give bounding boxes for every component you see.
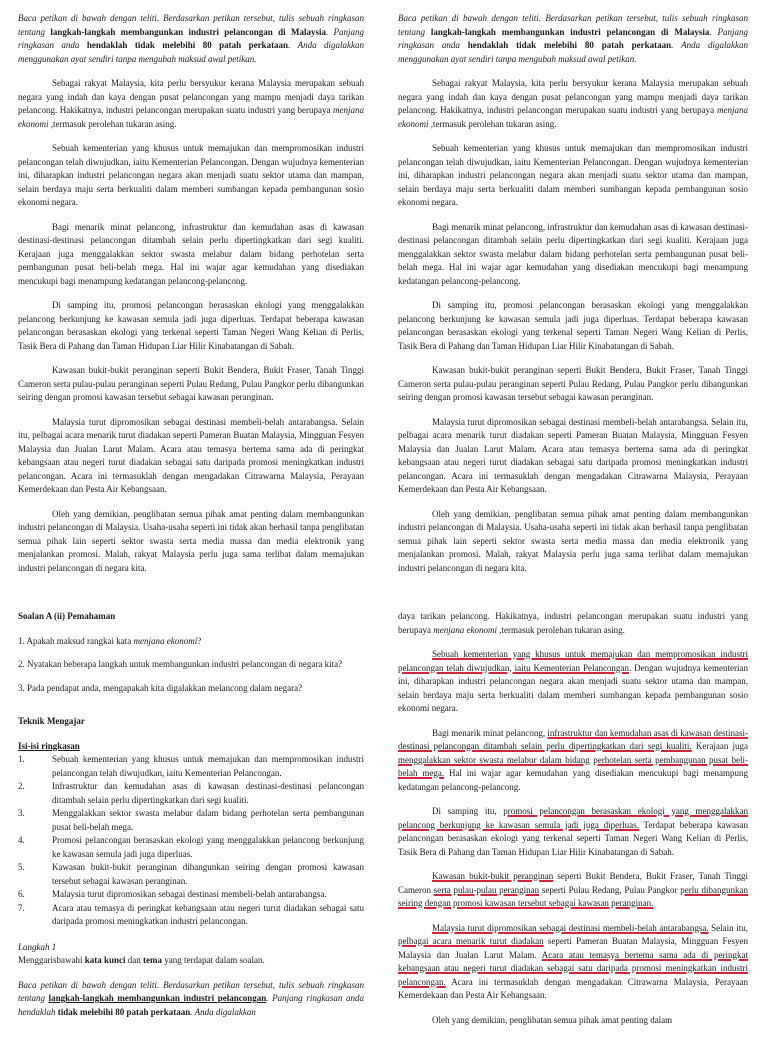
instruction-annotated: Baca petikan di bawah dengan teliti. Berdasarkan petikan tersebut, tulis sebuah ringkasan tentang langkah-langkah membangunkan industri pelancongan. Panjang ringkasan anda hendaklah tidak melebihi 80 patah perkataan. Anda digalakkan — [18, 979, 365, 1017]
passage-paragraph-3: Bagi menarik minat pelancong, infrastruktur dan kemudahan asas di kawasan destinasi-destinasi pelancongan ditambah selain perlu dipertingkatkan dari segi kualiti. Kerajaan juga menggalakkan sektor swasta melabur dalam bidang perhotelan serta pembangunan pusat beli-belah mega. Hal ini wajar agar kemudahan yang disediakan mencukupi bagi menampung kedatangan pelancong-pelancong. — [18, 221, 364, 286]
passage-paragraph-2: Sebuah kementerian yang khusus untuk memajukan dan mempromosikan industri pelancongan telah diwujudkan, iaitu Kementerian Pelancongan. Dengan wujudnya kementerian ini, diharapkan industri pelancongan negara akan menjadi suatu sektor utama dan mampan, selain berdaya maju serta berkualiti dalam memberi sumbangan kepada pembangunan sosio ekonomi negara. — [18, 143, 364, 207]
passage-paragraph-4: Di samping itu, promosi pelancongan berasaskan ekologi yang menggalakkan pelancong berkunjung ke kawasan semula jadi juga diperluas. Terdapat beberapa kawasan pelancongan berasaskan ekologi yang terkenal seperti Taman Negeri Wang Kelian di Perlis, Tasik Bera di Pahang dan Taman Hidupan Liar Hilir Kinabatangan di Sabah. — [398, 300, 748, 351]
summary-point: 7. Acara atau temasya di peringkat kebangsaan atau negeri turut diadakan sebagai satu daripada promosi meningkatkan industri pelancongan. — [18, 902, 364, 926]
passage-paragraph-1: Sebagai rakyat Malaysia, kita perlu bersyukur kerana Malaysia merupakan sebuah negara yang indah dan kaya dengan pusat pelancongan yang mampu menjadi daya tarikan pelancong. Hakikatnya, industri pelancongan merupakan suatu industri yang berupaya menjana ekonomi ,termasuk perolehan tukaran asing. — [18, 78, 364, 129]
summary-point: 6. Malaysia turut dipromosikan sebagai destinasi membeli-belah antarabangsa. — [18, 889, 327, 899]
instruction: Baca petikan di bawah dengan teliti. Berdasarkan petikan tersebut, tulis sebuah ringkasan tentang langkah-langkah membangunkan industri pelancongan di Malaysia. Panjang ringkasan anda hendaklah tidak melebihi 80 patah perkataan. Anda digalakkan menggunakan ayat sendiri tanpa mengubah maksud awal petikan. — [18, 13, 365, 64]
annotated-paragraph-5: Kawasan bukit-bukit peranginan seperti Bukit Bendera, Bukit Fraser, Tanah Tinggi Cameron serta pulau-pulau peranginan seperti Pulau Redang, Pulau Pangkor perlu dibangunkan seiring dengan promosi kawasan tersebut sebagai kawasan peranginan. — [398, 871, 748, 908]
annotated-paragraph-1: daya tarikan pelancong. Hakikatnya, industri pelancongan merupakan suatu industri yang berupaya menjana ekonomi ,termasuk perolehan tukaran asing. — [398, 611, 748, 635]
langkah-text: Menggarisbawahi kata kunci dan tema yang terdapat dalam soalan. — [18, 955, 265, 965]
passage-panel-left — [18, 12, 364, 586]
annotated-paragraph-2: Sebuah kementerian yang khusus untuk memajukan dan mempromosikan industri pelancongan telah diwujudkan, iaitu Kementerian Pelancongan. Dengan wujudnya kementerian ini, diharapkan industri pelancongan negara akan menjadi suatu sektor utama dan mampan, selain berdaya maju serta berkualiti dalam memberi sumbangan kepada pembangunan sosio ekonomi negara. — [398, 649, 749, 713]
teknik-heading: Teknik Mengajar — [18, 716, 85, 726]
isi-heading: Isi-isi ringkasan — [18, 740, 80, 751]
annotated-paragraph-6: Malaysia turut dipromosikan sebagai destinasi membeli-belah antarabangsa. Selain itu, pelbagai acara menarik turut diadakan seperti Pameran Buatan Malaysia, Mingguan Fesyen Malaysia dan Jualan Larut Malam. Acara atau temasya bertema sama ada di peringkat kebangsaan atau negeri turut diadakan sebagai satu daripada promosi meningkatkan industri pelancongan. Acara ini termasuklah dengan mengadakan Citrawarna Malaysia, Perayaan Kemerdekaan dan Pesta Air Kebangsaan. — [398, 922, 749, 1000]
annotated-paragraph-7: Oleh yang demikian, penglibatan semua pihak amat penting dalam — [432, 1014, 673, 1025]
highlight: Kawasan bukit-bukit peranginan — [432, 871, 554, 881]
summary-point: 2. Infrastruktur dan kemudahan asas di kawasan destinasi-destinasi pelancongan ditambah selain perlu dipertingkatkan dari segi kualiti. — [18, 781, 364, 805]
summary-point: 4. Promosi pelancongan berasaskan ekologi yang menggalakkan pelancong berkunjung ke kawasan semula jadi juga diperluas. — [18, 835, 364, 859]
highlight: menggalakkan sektor swasta melabur dalam bidang perhotelan serta pembangunan pusat beli-belah mega. — [398, 754, 748, 778]
question-1: 1. Apakah maksud rangkai kata menjana ekonomi? — [18, 635, 202, 646]
annotated-paragraph-3: Bagi menarik minat pelancong, infrastruktur dan kemudahan asas di kawasan destinasi-destinasi pelancongan ditambah selain perlu dipertingkatkan dari segi kualiti. Kerajaan juga menggalakkan sektor swasta melabur dalam bidang perhotelan serta pembangunan pusat beli-belah mega. Hal ini wajar agar kemudahan yang disediakan mencukupi bagi menampung kedatangan pelancong-pelancong. — [398, 727, 748, 792]
passage-paragraph-3: Bagi menarik minat pelancong, infrastruktur dan kemudahan asas di kawasan destinasi-destinasi pelancongan ditambah selain perlu dipertingkatkan dari segi kualiti. Kerajaan juga menggalakkan sektor swasta melabur dalam bidang perhotelan serta pembangunan pusat beli-belah mega. Hal ini wajar agar kemudahan yang disediakan mencukupi bagi menampung kedatangan pelancong-pelancong. — [398, 221, 748, 286]
passage-paragraph-6: Malaysia turut dipromosikan sebagai destinasi membeli-belah antarabangsa. Selain itu, pelbagai acara menarik turut diadakan seperti Pameran Buatan Malaysia, Mingguan Fesyen Malaysia dan Jualan Larut Malam. Acara atau temasya bertema sama ada di peringkat kebangsaan atau negeri turut diadakan sebagai satu daripada promosi meningkatkan industri pelancongan. Acara ini termasuklah dengan mengadakan Citrawarna Malaysia, Perayaan Kemerdekaan dan Pesta Air Kebangsaan. — [18, 416, 364, 494]
questions-heading: Soalan A (ii) Pemahaman — [18, 611, 116, 621]
summary-point: 1. Sebuah kementerian yang khusus untuk memajukan dan mempromosikan industri pelancongan telah diwujudkan, iaitu Kementerian Pelancongan. — [18, 754, 364, 778]
highlight: promosi pelancongan berasaskan ekologi yang menggalakkan pelancong berkunjung ke kawasan semula jadi juga diperluas. — [398, 806, 748, 830]
questions-panel — [18, 610, 364, 1030]
passage-paragraph-1: Sebagai rakyat Malaysia, kita perlu bersyukur kerana Malaysia merupakan sebuah negara yang indah dan kaya dengan pusat pelancongan yang mampu menjadi daya tarikan pelancong. Hakikatnya, industri pelancongan merupakan suatu industri yang berupaya menjana ekonomi ,termasuk perolehan tukaran asing. — [398, 78, 748, 129]
highlight: serta pulau-pulau peranginan — [433, 884, 540, 895]
highlight: perlu dibangunkan seiring dengan promosi kawasan tersebut sebagai kawasan peranginan. — [398, 884, 748, 908]
highlight: infrastruktur dan kemudahan asas di kawasan destinasi-destinasi pelancongan ditambah selain perlu dipertingkatkan dari segi kualiti. — [398, 727, 748, 751]
passage-paragraph-6: Malaysia turut dipromosikan sebagai destinasi membeli-belah antarabangsa. Selain itu, pelbagai acara menarik turut diadakan seperti Pameran Buatan Malaysia, Mingguan Fesyen Malaysia dan Jualan Larut Malam. Acara atau temasya bertema sama ada di peringkat kebangsaan atau negeri turut diadakan sebagai satu daripada promosi meningkatkan industri pelancongan. Acara ini termasuklah dengan mengadakan Citrawarna Malaysia, Perayaan Kemerdekaan dan Pesta Air Kebangsaan. — [398, 416, 748, 494]
passage-paragraph-4: Di samping itu, promosi pelancongan berasaskan ekologi yang menggalakkan pelancong berkunjung ke kawasan semula jadi juga diperluas. Terdapat beberapa kawasan pelancongan berasaskan ekologi yang terkenal seperti Taman Negeri Wang Kelian di Perlis, Tasik Bera di Pahang dan Taman Hidupan Liar Hilir Kinabatangan di Sabah. — [18, 300, 364, 351]
langkah-title: Langkah 1 — [18, 941, 57, 952]
passage-paragraph-5: Kawasan bukit-bukit peranginan seperti Bukit Bendera, Bukit Fraser, Tanah Tinggi Cameron serta pulau-pulau peranginan seperti Pulau Redang, Pulau Pangkor perlu dibangunkan seiring dengan promosi kawasan tersebut sebagai kawasan peranginan. — [18, 365, 364, 402]
annotated-paragraph-4: Di samping itu, promosi pelancongan berasaskan ekologi yang menggalakkan pelancong berkunjung ke kawasan semula jadi juga diperluas. Terdapat beberapa kawasan pelancongan berasaskan ekologi yang terkenal seperti Taman Negeri Wang Kelian di Perlis, Tasik Bera di Pahang dan Taman Hidupan Liar Hilir Kinabatangan di Sabah. — [398, 806, 748, 857]
highlight: Acara atau temasya bertema sama ada di peringkat kebangsaan atau negeri turut diadakan sebagai satu daripada promosi meningkatkan industri pelancongan. — [398, 949, 748, 987]
passage-paragraph-7: Oleh yang demikian, penglibatan semua pihak amat penting dalam membangunkan industri pelancongan di Malaysia. Usaha-usaha seperti ini tidak akan berhasil tanpa penglibatan semua pihak lain seperti sektor swasta serta media massa dan media elektronik yang menjalankan promosi. Malah, rakyat Malaysia perlu juga sama terlibat dalam memajukan industri pelancongan di negara kita. — [18, 508, 364, 573]
highlight: pelbagai acara menarik turut diadakan — [398, 936, 544, 946]
summary-point: 3. Menggalakkan sektor swasta melabur dalam bidang perhotelan serta pembangunan pusat beli-belah mega. — [18, 808, 364, 832]
annotated-passage-panel — [398, 610, 748, 1038]
passage-paragraph-2: Sebuah kementerian yang khusus untuk memajukan dan mempromosikan industri pelancongan telah diwujudkan, iaitu Kementerian Pelancongan. Dengan wujudnya kementerian ini, diharapkan industri pelancongan negara akan menjadi suatu sektor utama dan mampan, selain berdaya maju serta berkualiti dalam memberi sumbangan kepada pembangunan sosio ekonomi negara. — [398, 143, 748, 207]
passage-panel-right — [398, 12, 748, 586]
passage-paragraph-5: Kawasan bukit-bukit peranginan seperti Bukit Bendera, Bukit Fraser, Tanah Tinggi Cameron serta pulau-pulau peranginan seperti Pulau Redang, Pulau Pangkor perlu dibangunkan seiring dengan promosi kawasan tersebut sebagai kawasan peranginan. — [398, 365, 748, 402]
passage-paragraph-7: Oleh yang demikian, penglibatan semua pihak amat penting dalam membangunkan industri pelancongan di Malaysia. Usaha-usaha seperti ini tidak akan berhasil tanpa penglibatan semua pihak lain seperti sektor swasta serta media massa dan media elektronik yang menjalankan promosi. Malah, rakyat Malaysia perlu juga sama terlibat dalam memajukan industri pelancongan di negara kita. — [398, 508, 748, 573]
question-3: 3. Pada pendapat anda, mengapakah kita digalakkan melancong dalam negara? — [18, 682, 303, 693]
summary-points-list — [18, 753, 364, 929]
question-2: 2. Nyatakan beberapa langkah untuk membangunkan industri pelancongan di negara kita? — [18, 659, 343, 669]
highlight: Sebuah kementerian yang khusus untuk memajukan dan mempromosikan industri pelancongan telah diwujudkan, iaitu Kementerian Pelancongan — [398, 649, 748, 673]
instruction: Baca petikan di bawah dengan teliti. Berdasarkan petikan tersebut, tulis sebuah ringkasan tentang langkah-langkah membangunkan industri pelancongan di Malaysia. Panjang ringkasan anda hendaklah tidak melebihi 80 patah perkataan. Anda digalakkan menggunakan ayat sendiri tanpa mengubah maksud awal petikan. — [398, 13, 749, 64]
summary-point: 5. Kawasan bukit-bukit peranginan dibangunkan seiring dengan promosi kawasan tersebut sebagai kawasan peranginan. — [18, 862, 364, 886]
highlight: Malaysia turut dipromosikan sebagai destinasi membeli-belah antarabangsa. — [432, 922, 709, 933]
